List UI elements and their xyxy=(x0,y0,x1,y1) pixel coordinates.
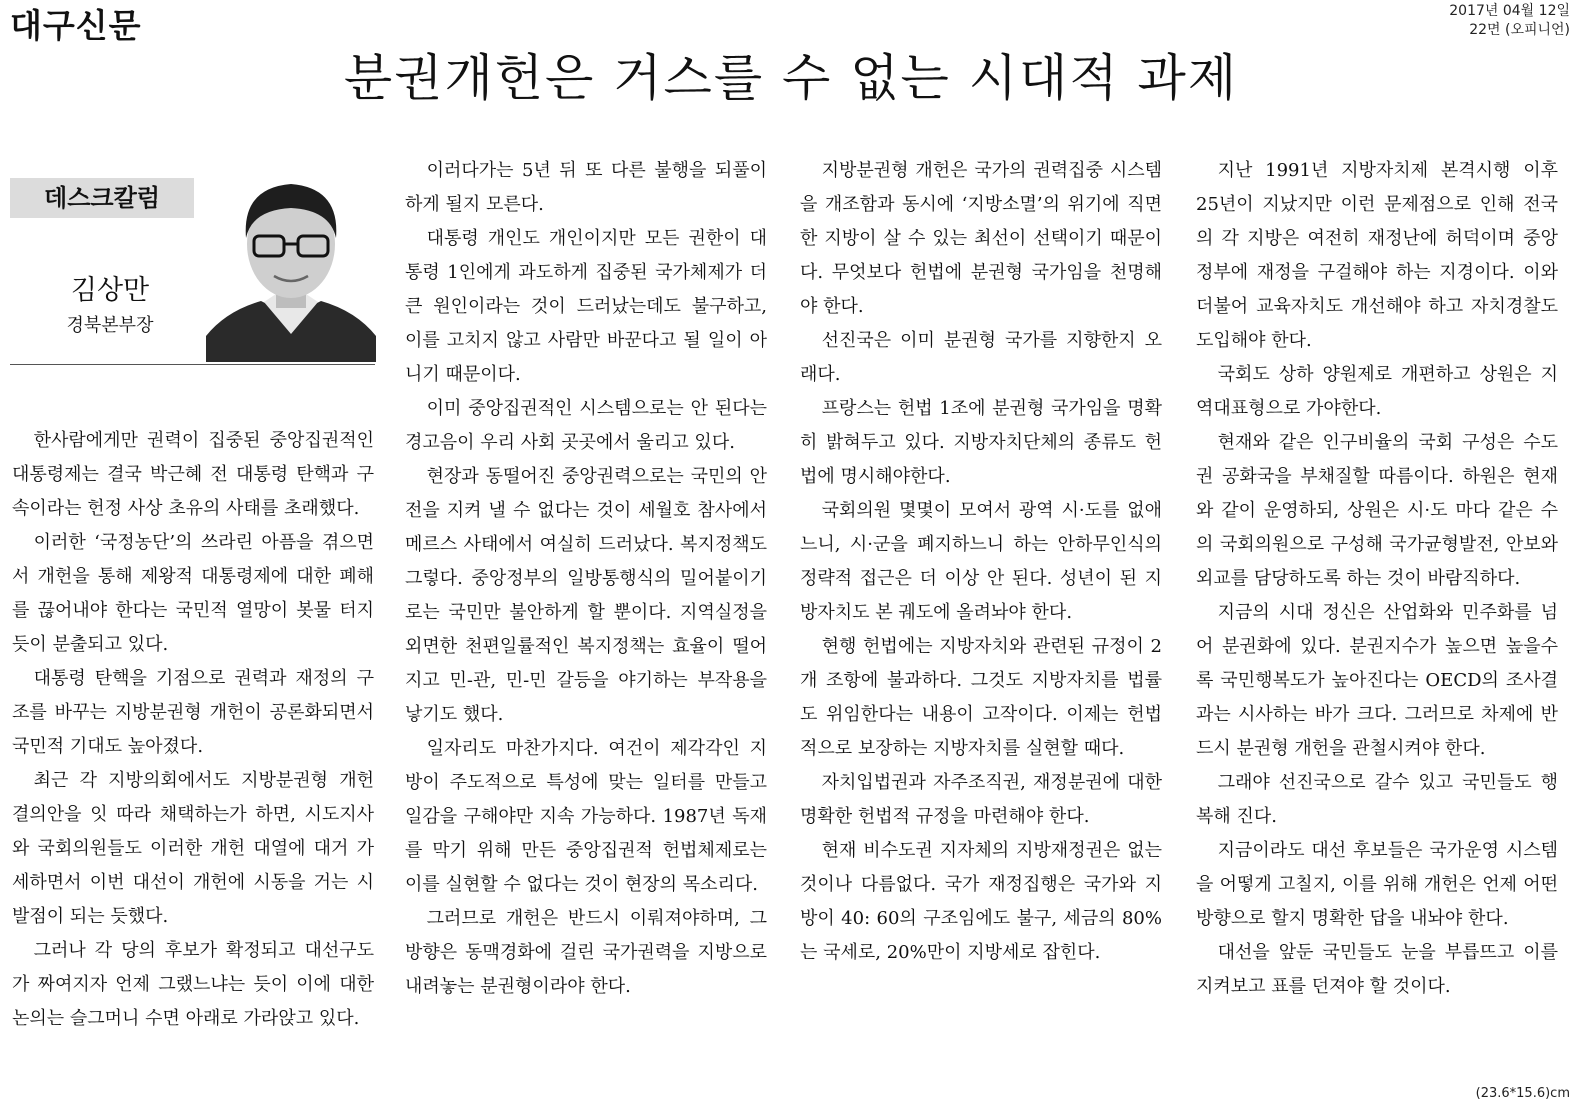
paragraph: 현재와 같은 인구비율의 국회 구성은 수도권 공화국을 부채질할 따름이다. 하원은 현재와 같이 운영하되, 상원은 시·도 마다 같은 수의 국회의원으로 구성해 국가균형발전, 안보와 외교를 담당하도록 하는 것이 바람직하다. xyxy=(1196,432,1558,589)
column-kicker: 데스크칼럼 xyxy=(10,178,194,218)
issue-page: 22면 (오피니언) xyxy=(1469,22,1570,38)
article-column-2 xyxy=(405,154,767,1004)
paragraph: 국회도 상하 양원제로 개편하고 상원은 지역대표형으로 가야한다. xyxy=(1196,364,1558,419)
paragraph: 이러다가는 5년 뒤 또 다른 불행을 되풀이하게 될지 모른다. xyxy=(405,160,767,215)
paragraph: 지난 1991년 지방자치제 본격시행 이후 25년이 지났지만 이런 문제점으로 인해 전국의 각 지방은 여전히 재정난에 허덕이며 중앙정부에 재정을 구걸해야 하는 지경이다. 이와 더불어 교육자치도 개선해야 하고 자치경찰도 도입해야 한다. xyxy=(1196,160,1558,351)
paragraph: 자치입법권과 자주조직권, 재정분권에 대한 명확한 헌법적 규정을 마련해야 한다. xyxy=(800,772,1162,827)
paragraph: 국회의원 몇몇이 모여서 광역 시·도를 없애느니, 시·군을 폐지하느니 하는 안하무인식의 정략적 접근은 더 이상 안 된다. 성년이 된 지방자치도 본 궤도에 올려놔야 한다. xyxy=(800,500,1162,623)
author-name: 김상만 xyxy=(70,275,150,306)
paragraph: 대통령 탄핵을 기점으로 권력과 재정의 구조를 바꾸는 지방분권형 개헌이 공론화되면서 국민적 기대도 높아졌다. xyxy=(12,668,374,757)
paragraph: 그러므로 개헌은 반드시 이뤄져야하며, 그 방향은 동맥경화에 걸린 국가권력을 지방으로 내려놓는 분권형이라야 한다. xyxy=(405,908,767,997)
paragraph: 이미 중앙집권적인 시스템으로는 안 된다는 경고음이 우리 사회 곳곳에서 울리고 있다. xyxy=(405,398,767,453)
paragraph: 지금의 시대 정신은 산업화와 민주화를 넘어 분권화에 있다. 분권지수가 높으면 높을수록 국민행복도가 높아진다는 OECD의 조사결과는 시사하는 바가 크다. 그러므로 차제에 반드시 분권형 개헌을 관철시켜야 한다. xyxy=(1196,602,1558,759)
paragraph: 지방분권형 개헌은 국가의 권력집중 시스템을 개조함과 동시에 ‘지방소멸’의 위기에 직면한 지방이 살 수 있는 최선이 선택이기 때문이다. 무엇보다 헌법에 분권형 국가임을 천명해야 한다. xyxy=(800,160,1162,317)
paragraph: 대통령 개인도 개인이지만 모든 권한이 대통령 1인에게 과도하게 집중된 국가체제가 더 큰 원인이라는 것이 드러났는데도 불구하고, 이를 고치지 않고 사람만 바꾼다고 될 일이 아니기 때문이다. xyxy=(405,228,767,385)
paragraph: 이러한 ‘국정농단’의 쓰라린 아픔을 겪으면서 개헌을 통해 제왕적 대통령제에 대한 폐해를 끊어내야 한다는 국민적 열망이 봇물 터지듯이 분출되고 있다. xyxy=(12,532,374,655)
paragraph: 대선을 앞둔 국민들도 눈을 부릅뜨고 이를 지켜보고 표를 던져야 할 것이다. xyxy=(1196,942,1558,997)
article-headline: 분권개헌은 거스를 수 없는 시대적 과제 xyxy=(343,49,1239,107)
paragraph: 현재 비수도권 지자체의 지방재정권은 없는 것이나 다름없다. 국가 재정집행은 국가와 지방이 40: 60의 구조임에도 불구, 세금의 80%는 국세로, 20%만이 지방세로 잡힌다. xyxy=(800,840,1162,963)
article-size-note: (23.6*15.6)cm xyxy=(1475,1086,1570,1101)
newspaper-masthead: 대구신문 xyxy=(10,6,142,45)
author-portrait-icon xyxy=(206,166,376,362)
paragraph: 그러나 각 당의 후보가 확정되고 대선구도가 짜여지자 언제 그랬느냐는 듯이 이에 대한 논의는 슬그머니 수면 아래로 가라앉고 있다. xyxy=(12,940,374,1029)
issue-meta xyxy=(1449,2,1570,40)
paragraph: 최근 각 지방의회에서도 지방분권형 개헌 결의안을 잇 따라 채택하는가 하면, 시도지사와 국회의원들도 이러한 개헌 대열에 대거 가세하면서 이번 대선이 개헌에 시동을 거는 시발점이 되는 듯했다. xyxy=(12,770,374,927)
paragraph: 현장과 동떨어진 중앙권력으로는 국민의 안전을 지켜 낼 수 없다는 것이 세월호 참사에서 메르스 사태에서 여실히 드러났다. 복지정책도 그렇다. 중앙정부의 일방통행식의 밀어붙이기로는 국민만 불안하게 할 뿐이다. 지역실정을 외면한 천편일률적인 복지정책는 효율이 떨어지고 민-관, 민-민 갈등을 야기하는 부작용을 낳기도 했다. xyxy=(405,466,767,725)
paragraph: 프랑스는 헌법 1조에 분권형 국가임을 명확히 밝혀두고 있다. 지방자치단체의 종류도 헌법에 명시해야한다. xyxy=(800,398,1162,487)
byline-box xyxy=(10,164,375,365)
paragraph: 한사람에게만 권력이 집중된 중앙집권적인 대통령제는 결국 박근혜 전 대통령 탄핵과 구속이라는 헌정 사상 초유의 사태를 초래했다. xyxy=(12,430,374,519)
paragraph: 선진국은 이미 분권형 국가를 지향한지 오래다. xyxy=(800,330,1162,385)
article-column-4 xyxy=(1196,154,1558,1004)
paragraph: 일자리도 마찬가지다. 여건이 제각각인 지방이 주도적으로 특성에 맞는 일터를 만들고 일감을 구해야만 지속 가능하다. 1987년 독재를 막기 위해 만든 중앙집권적 헌법체제로는 이를 실현할 수 없다는 것이 현장의 목소리다. xyxy=(405,738,767,895)
paragraph: 현행 헌법에는 지방자치와 관련된 규정이 2개 조항에 불과하다. 그것도 지방자치를 법률도 위임한다는 내용이 고작이다. 이제는 헌법적으로 보장하는 지방자치를 실현할 때다. xyxy=(800,636,1162,759)
article-column-3 xyxy=(800,154,1162,970)
paragraph: 지금이라도 대선 후보들은 국가운영 시스템을 어떻게 고칠지, 이를 위해 개헌은 언제 어떤 방향으로 할지 명확한 답을 내놔야 한다. xyxy=(1196,840,1558,929)
author-title: 경북본부장 xyxy=(66,315,154,336)
paragraph: 그래야 선진국으로 갈수 있고 국민들도 행복해 진다. xyxy=(1196,772,1558,827)
issue-date: 2017년 04월 12일 xyxy=(1449,3,1570,19)
article-column-1 xyxy=(12,424,374,1036)
